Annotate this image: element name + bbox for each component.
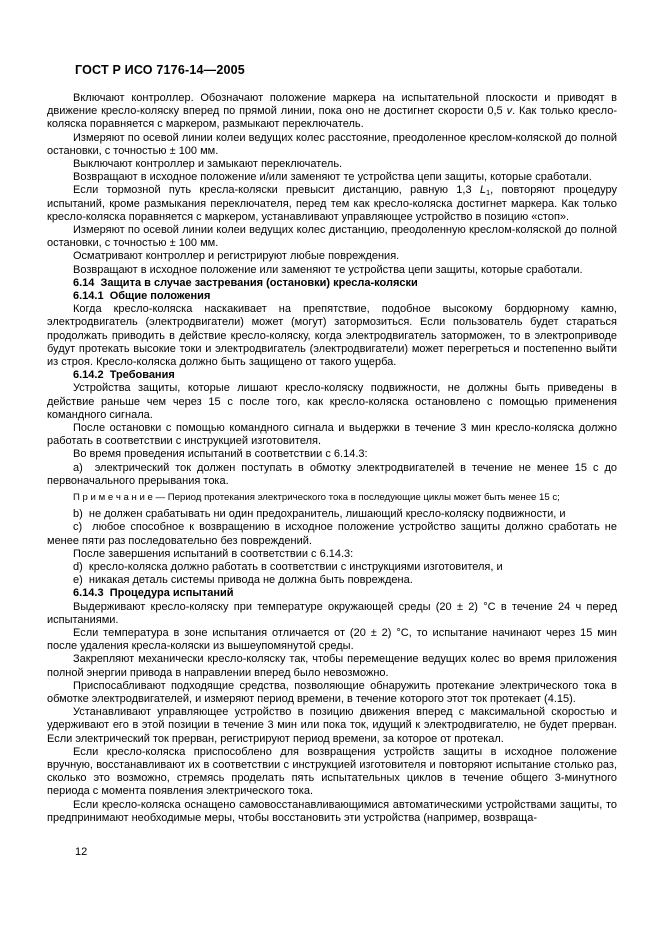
text-run: d) кресло-коляска должно работать в соответствии с инструкциями изготовителя, и <box>73 560 503 573</box>
text-run: L <box>479 184 486 197</box>
paragraph <box>47 92 617 132</box>
text-run: П р и м е ч а н и е — Период протекания электрического тока в последующие циклы может быть менее 15 с; <box>73 492 560 504</box>
running-header: ГОСТ Р ИСО 7176-14—2005 <box>75 63 245 77</box>
paragraph <box>47 799 617 825</box>
text-run: e) никакая деталь системы привода не должна быть повреждена. <box>73 574 413 587</box>
text-run: Возвращают в исходное положение и/или заменяют те устройства цепи защиты, которые сработали. <box>73 171 592 184</box>
text-run: Во время проведения испытаний в соответствии с 6.14.3: <box>73 448 368 461</box>
text-run: Измеряют по осевой линии колеи ведущих колес дистанцию, преодоленную креслом-коляской до полной остановки, с точностью ± 100 мм. <box>47 224 617 250</box>
paragraph <box>47 158 617 171</box>
paragraph <box>47 462 617 488</box>
paragraph <box>47 653 617 679</box>
paragraph <box>47 171 617 184</box>
text-run: 6.14.2 Требования <box>73 369 175 382</box>
paragraph <box>47 601 617 627</box>
paragraph <box>47 224 617 250</box>
text-run: Если температура в зоне испытания отличается от (20 ± 2) °С, то испытание начинают через 15 мин после удаления кресла-коляски из вышеупомянутой среды. <box>47 626 617 653</box>
section-heading <box>47 290 617 303</box>
text-run: 6.14 Защита в случае застревания (остановки) кресла-коляски <box>73 276 418 289</box>
text-run: . Как только кресло-коляска поравняется с маркером, размыкают переключатель. <box>47 105 617 131</box>
text-run: Приспосабливают подходящие средства, позволяющие обнаружить протекание электрического тока в обмотке электродвигателей, и измеряют период времени, в течение которого этот ток протекает (4.15). <box>47 679 617 705</box>
text-run: v <box>506 105 513 118</box>
text-run: Если тормозной путь кресла-коляски превысит дистанцию, равную 1,3 <box>73 184 480 197</box>
note-paragraph <box>47 492 617 504</box>
text-run: После остановки с помощью командного сигнала и выдержки в течение 3 мин кресло-коляска должно работать в соответствии с инструкцией изготовителя. <box>47 422 617 448</box>
text-run: Включают контроллер. Обозначают положение маркера на испытательной плоскости и приводят в движение кресло-коляску вперед по прямой линии, пока оно не достигнет скорости 0,5 <box>47 92 617 118</box>
text-run: Выключают контроллер и замыкают переключатель. <box>73 158 343 171</box>
text-run: 1 <box>485 188 491 198</box>
text-run: Когда кресло-коляска наскакивает на препятствие, подобное высокому бордюрному камню, электродвигатель (электродвигатели) может (могут) затормозиться. Если пользователь будет стараться продолжать приводить в действие кресло-коляску, когда электродвигатель заторможен, то в электроприводе будут протекать высокие токи и электродвигатель (электродвигатели) может перегреться и постепенно выйти из строя. Кресло-коляска должно быть защищено от такого ущерба. <box>47 303 617 369</box>
text-run: , повторяют процедуру испытаний, кроме размыкания переключателя, перед тем как кресло-коляска достигнет маркера. Как только кресло-коляска поравняется с маркером, устанавливают управляющее устройство в позицию «стоп». <box>47 184 617 223</box>
paragraph <box>47 303 617 369</box>
paragraph <box>47 448 617 461</box>
text-run: После завершения испытаний в соответствии с 6.14.3: <box>73 547 354 560</box>
text-run: Устройства защиты, которые лишают кресло-коляску подвижности, не должны быть приведены в действие раньше чем через 15 с после того, как кресло-коляска остановлено с помощью применения командного сигнала. <box>47 382 617 421</box>
paragraph <box>47 706 617 746</box>
text-run: b) не должен срабатывать ни один предохранитель, лишающий кресло-коляску подвижности, и <box>73 508 566 521</box>
paragraph <box>47 508 617 521</box>
paragraph <box>47 561 617 574</box>
text-run: Измеряют по осевой линии колеи ведущих колес расстояние, преодоленное креслом-коляской до полной остановки, с точностью ± 100 мм. <box>47 131 617 157</box>
paragraph <box>47 680 617 706</box>
document-content <box>47 92 617 825</box>
page-number: 12 <box>75 846 88 858</box>
text-run: Возвращают в исходное положение или заменяют те устройства цепи защиты, которые сработали. <box>73 263 583 276</box>
paragraph <box>47 382 617 422</box>
text-run: Устанавливают управляющее устройство в позицию движения вперед с максимальной скоростью и удерживают его в этой позиции в течение 3 мин или пока ток, идущий к электродвигателю, не будет прерван. Если электрический ток прерван, регистрируют период времени, за которое от протекал. <box>47 706 617 745</box>
text-run: Выдерживают кресло-коляску при температуре окружающей среды (20 ± 2) °С в течение 24 ч перед испытаниями. <box>47 600 617 626</box>
paragraph <box>47 184 617 224</box>
text-run: a) электрический ток должен поступать в обмотку электродвигателей в течение не менее 15 с до первоначального прерывания тока. <box>47 461 617 487</box>
paragraph <box>47 132 617 158</box>
paragraph <box>47 422 617 448</box>
paragraph <box>47 521 617 547</box>
paragraph <box>47 250 617 263</box>
text-run: Если кресло-коляска оснащено самовосстанавливающимися автоматическими устройствами защиты, то предпринимают необходимые меры, чтобы восстановить эти устройства (например, возвраща- <box>47 798 617 824</box>
section-heading <box>47 369 617 382</box>
paragraph <box>47 574 617 587</box>
text-run: Если кресло-коляска приспособлено для возвращения устройств защиты в исходное положение вручную, восстанавливают их в соответствии с инструкцией изготовителя и повторяют испытание столько раз, сколько это возможно, стремясь проделать пять испытательных циклов в течение общего 3-минутного периода с момента появления электрического тока. <box>47 745 617 798</box>
section-heading <box>47 587 617 600</box>
text-run: 6.14.1 Общие положения <box>73 290 211 303</box>
text-run: c) любое способное к возвращению в исходное положение устройство защиты должно сработать не менее пяти раз последовательно без повреждений. <box>47 521 617 547</box>
paragraph <box>47 548 617 561</box>
text-run: Закрепляют механически кресло-коляску так, чтобы перемещение ведущих колес во время приложения полной энергии привода в направлении вперед было невозможно. <box>47 653 617 679</box>
paragraph <box>47 746 617 799</box>
section-heading <box>47 277 617 290</box>
text-run: Осматривают контроллер и регистрируют любые повреждения. <box>73 250 400 263</box>
paragraph <box>47 264 617 277</box>
text-run: 6.14.3 Процедура испытаний <box>73 587 234 600</box>
paragraph <box>47 627 617 653</box>
